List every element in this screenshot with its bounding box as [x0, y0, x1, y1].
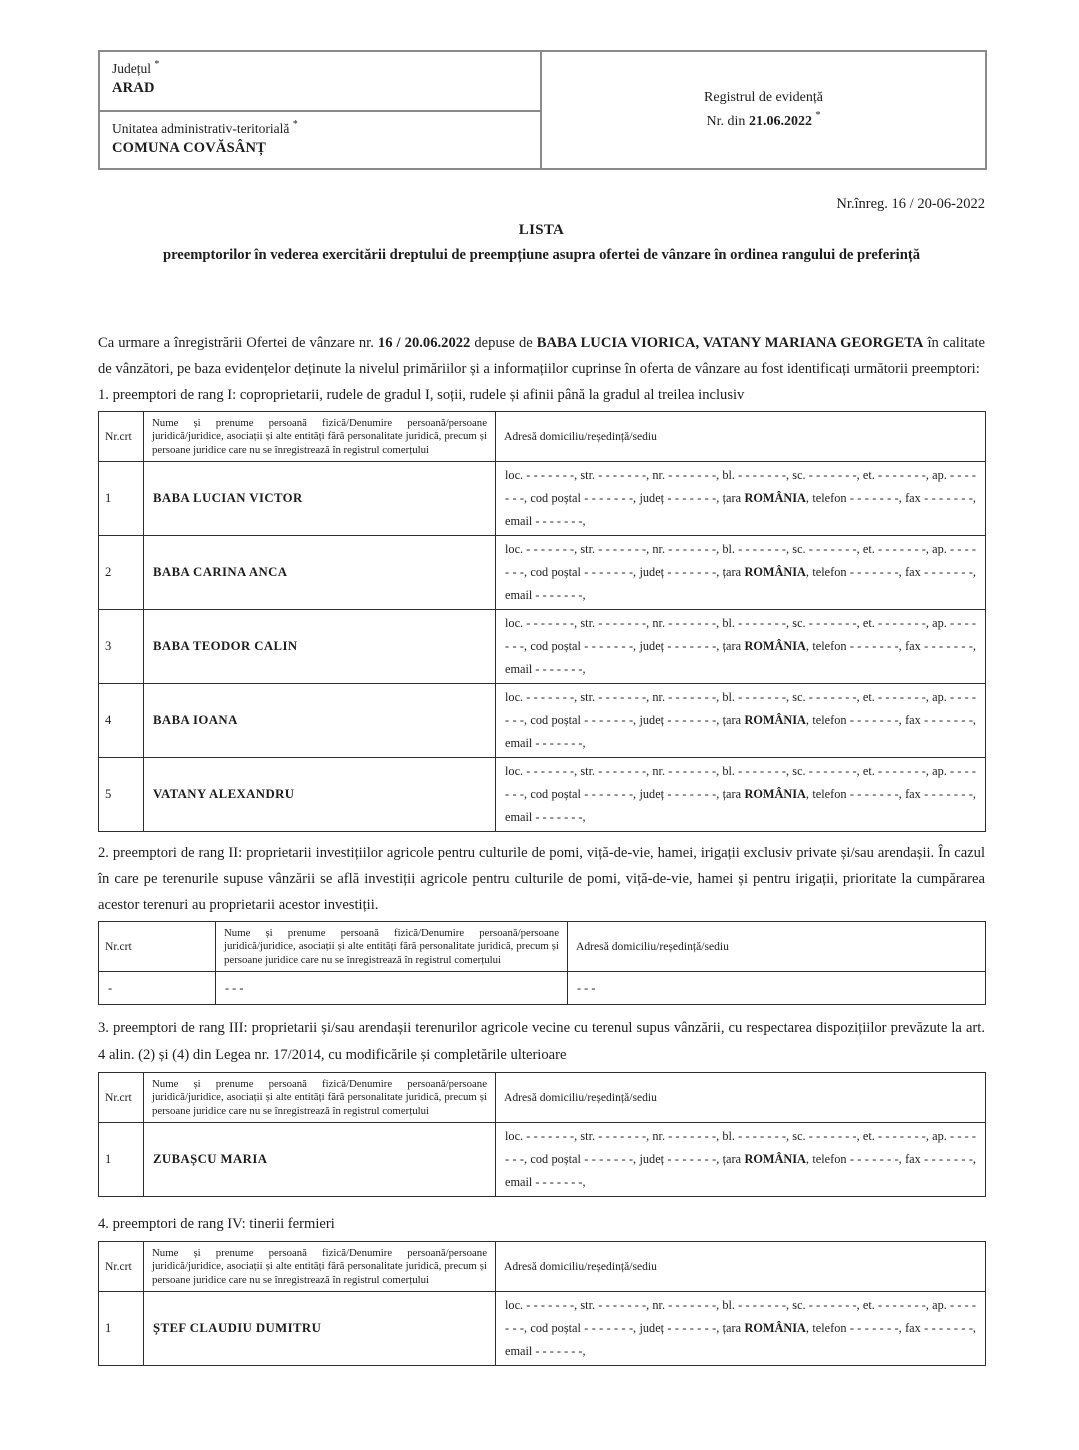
address-cell	[496, 684, 986, 758]
county-label: Județul *	[112, 58, 160, 76]
col-header-nr: Nr.crt	[99, 1073, 144, 1123]
col-header-address: Adresă domiciliu/reședință/sediu	[568, 922, 986, 972]
address-cell	[496, 758, 986, 832]
row-number: -	[99, 972, 216, 1005]
row-number: 1	[99, 1123, 144, 1197]
row-number: 2	[99, 536, 144, 610]
preemptor-name: BABA TEODOR CALIN	[144, 610, 496, 684]
section-1-heading: 1. preemptori de rang I: coproprietarii, rudele de gradul I, soții, rudele și afinii până la gradul al treilea inclusiv	[98, 386, 745, 403]
table-header-row	[99, 922, 986, 972]
address-cell	[496, 1123, 986, 1197]
table-row	[99, 610, 986, 684]
address-text-cont: , telefon - - - - - - -, fax - - - - - - -, email - - - - - - -,	[505, 1321, 976, 1359]
col-header-nr: Nr.crt	[99, 1242, 144, 1292]
county-cell	[99, 51, 541, 111]
required-asterisk: *	[154, 58, 160, 70]
registry-cell	[541, 51, 986, 169]
county-value: ARAD	[112, 80, 155, 96]
table-row	[99, 758, 986, 832]
country-name: ROMÂNIA	[744, 1152, 806, 1167]
col-header-address: Adresă domiciliu/reședință/sediu	[496, 412, 986, 462]
address-text: loc. - - - - - - -, str. - - - - - - -, nr. - - - - - - -, bl. - - - - - - -, sc. - - - - - - -, et. - - - - - - -, ap. - - - - - - -, cod poștal - - - - - - -, județ - - - - - - -, țara	[505, 468, 976, 506]
uat-value: COMUNA COVĂSÂNȚ	[112, 140, 267, 156]
uat-cell	[99, 111, 541, 169]
address-text: loc. - - - - - - -, str. - - - - - - -, nr. - - - - - - -, bl. - - - - - - -, sc. - - - - - - -, et. - - - - - - -, ap. - - - - - - -, cod poștal - - - - - - -, județ - - - - - - -, țara	[505, 616, 976, 654]
address-text: loc. - - - - - - -, str. - - - - - - -, nr. - - - - - - -, bl. - - - - - - -, sc. - - - - - - -, et. - - - - - - -, ap. - - - - - - -, cod poștal - - - - - - -, județ - - - - - - -, țara	[505, 1129, 976, 1167]
address-text-cont: , telefon - - - - - - -, fax - - - - - - -, email - - - - - - -,	[505, 639, 976, 677]
address-text-cont: , telefon - - - - - - -, fax - - - - - - -, email - - - - - - -,	[505, 787, 976, 825]
offer-reference: 16 / 20.06.2022	[377, 335, 471, 351]
intro-text-2: depuse de	[470, 335, 537, 351]
address-text-cont: , telefon - - - - - - -, fax - - - - - - -, email - - - - - - -,	[505, 713, 976, 751]
preemptors-table-rank-3	[98, 1072, 986, 1197]
intro-text-1: Ca urmare a înregistrării Ofertei de vânzare nr.	[98, 335, 378, 351]
registry-header-table	[98, 50, 987, 170]
registry-title: Registrul de evidență	[704, 90, 823, 105]
address-cell	[496, 462, 986, 536]
col-header-name: Nume și prenume persoană fizică/Denumire persoană/persoane juridică/juridice, asociații și alte entități fără personalitate juridică, precum și persoane juridice care nu se înregistrează în registrul comerțului	[144, 1073, 496, 1123]
required-asterisk: *	[292, 118, 298, 130]
preemptors-table-rank-2	[98, 921, 986, 1005]
table-header-row	[99, 412, 986, 462]
row-number: 1	[99, 1292, 144, 1366]
document-subtitle: preemptorilor în vederea exercitării dreptului de preempțiune asupra ofertei de vânzare în ordinea rangului de preferință	[162, 247, 921, 263]
preemptor-name: BABA CARINA ANCA	[144, 536, 496, 610]
address-text: loc. - - - - - - -, str. - - - - - - -, nr. - - - - - - -, bl. - - - - - - -, sc. - - - - - - -, et. - - - - - - -, ap. - - - - - - -, cod poștal - - - - - - -, județ - - - - - - -, țara	[505, 764, 976, 802]
section-3-heading: 3. preemptori de rang III: proprietarii și/sau arendașii terenurilor agricole vecine cu terenul supus vânzării, cu respectarea dispozițiilor prevăzute la art. 4 alin. (2) și (4) din Legea nr. 17/2014, cu modificările și completările ulterioare	[98, 1020, 985, 1064]
address-text-cont: , telefon - - - - - - -, fax - - - - - - -, email - - - - - - -,	[505, 1152, 976, 1190]
registry-number-line: Nr. din 21.06.2022 *	[706, 110, 821, 129]
address-text-cont: , telefon - - - - - - -, fax - - - - - - -, email - - - - - - -,	[505, 491, 976, 529]
table-header-row	[99, 1242, 986, 1292]
country-name: ROMÂNIA	[744, 787, 806, 802]
row-number: 5	[99, 758, 144, 832]
preemptor-name: VATANY ALEXANDRU	[144, 758, 496, 832]
registry-date: 21.06.2022	[748, 114, 812, 129]
address-text-cont: , telefon - - - - - - -, fax - - - - - - -, email - - - - - - -,	[505, 565, 976, 603]
country-name: ROMÂNIA	[744, 491, 806, 506]
table-header-row	[99, 1073, 986, 1123]
document-page	[98, 50, 985, 1366]
address-cell	[496, 1292, 986, 1366]
table-row	[99, 536, 986, 610]
country-name: ROMÂNIA	[744, 713, 806, 728]
table-row	[99, 462, 986, 536]
section-4-heading: 4. preemptori de rang IV: tinerii fermieri	[98, 1216, 335, 1233]
country-name: ROMÂNIA	[744, 565, 806, 580]
address-cell	[496, 610, 986, 684]
address-text: loc. - - - - - - -, str. - - - - - - -, nr. - - - - - - -, bl. - - - - - - -, sc. - - - - - - -, et. - - - - - - -, ap. - - - - - - -, cod poștal - - - - - - -, județ - - - - - - -, țara	[505, 690, 976, 728]
country-name: ROMÂNIA	[744, 1321, 806, 1336]
intro-text-3: în calitate de vânzători, pe baza evidențelor deținute la nivelul primăriilor și a informațiilor cuprinse în oferta de vânzare au fost identificați următorii preemptori:	[98, 335, 985, 377]
row-number: 4	[99, 684, 144, 758]
col-header-name: Nume și prenume persoană fizică/Denumire persoană/persoane juridică/juridice, asociații și alte entități fără personalitate juridică, precum și persoane juridice care nu se înregistrează în registrul comerțului	[144, 412, 496, 462]
preemptor-name: BABA LUCIAN VICTOR	[144, 462, 496, 536]
uat-label: Unitatea administrativ-teritorială *	[112, 118, 298, 136]
col-header-address: Adresă domiciliu/reședință/sediu	[496, 1073, 986, 1123]
table-row	[99, 1123, 986, 1197]
col-header-nr: Nr.crt	[99, 922, 216, 972]
table-row	[99, 1292, 986, 1366]
table-row	[99, 684, 986, 758]
col-header-name: Nume și prenume persoană fizică/Denumire persoană/persoane juridică/juridice, asociații și alte entități fără personalitate juridică, precum și persoane juridice care nu se înregistrează în registrul comerțului	[144, 1242, 496, 1292]
preemptor-name: ȘTEF CLAUDIU DUMITRU	[144, 1292, 496, 1366]
table-row	[99, 972, 986, 1005]
row-number: 3	[99, 610, 144, 684]
row-number: 1	[99, 462, 144, 536]
country-name: ROMÂNIA	[744, 639, 806, 654]
preemptor-name: - - -	[216, 972, 568, 1005]
address-text: loc. - - - - - - -, str. - - - - - - -, nr. - - - - - - -, bl. - - - - - - -, sc. - - - - - - -, et. - - - - - - -, ap. - - - - - - -, cod poștal - - - - - - -, județ - - - - - - -, țara	[505, 1298, 976, 1336]
preemptors-table-rank-1	[98, 411, 986, 832]
registration-number: Nr.înreg. 16 / 20-06-2022	[836, 196, 985, 212]
preemptor-name: BABA IOANA	[144, 684, 496, 758]
address-text: loc. - - - - - - -, str. - - - - - - -, nr. - - - - - - -, bl. - - - - - - -, sc. - - - - - - -, et. - - - - - - -, ap. - - - - - - -, cod poștal - - - - - - -, județ - - - - - - -, țara	[505, 542, 976, 580]
address-cell: - - -	[568, 972, 986, 1005]
preemptor-name: ZUBAȘCU MARIA	[144, 1123, 496, 1197]
address-cell	[496, 536, 986, 610]
sellers-names: BABA LUCIA VIORICA, VATANY MARIANA GEORGETA	[536, 335, 924, 351]
preemptors-table-rank-4	[98, 1241, 986, 1366]
col-header-nr: Nr.crt	[99, 412, 144, 462]
intro-paragraph	[98, 331, 985, 383]
required-asterisk: *	[815, 110, 821, 122]
col-header-name: Nume și prenume persoană fizică/Denumire persoană/persoane juridică/juridice, asociații și alte entități fără personalitate juridică, precum și persoane juridice care nu se înregistrează în registrul comerțului	[216, 922, 568, 972]
col-header-address: Adresă domiciliu/reședință/sediu	[496, 1242, 986, 1292]
document-title: LISTA	[518, 222, 565, 238]
section-2-heading: 2. preemptori de rang II: proprietarii investițiilor agricole pentru culturile de pomi, viță-de-vie, hamei, irigații exclusiv private și/sau arendașii. În cazul în care pe terenurile supuse vânzării se află investiții agricole pentru culturile de pomi, viță-de-vie, hamei și pentru irigații, prioritate la cumpărarea acestor terenuri au proprietarii acestor investiții.	[98, 845, 985, 914]
